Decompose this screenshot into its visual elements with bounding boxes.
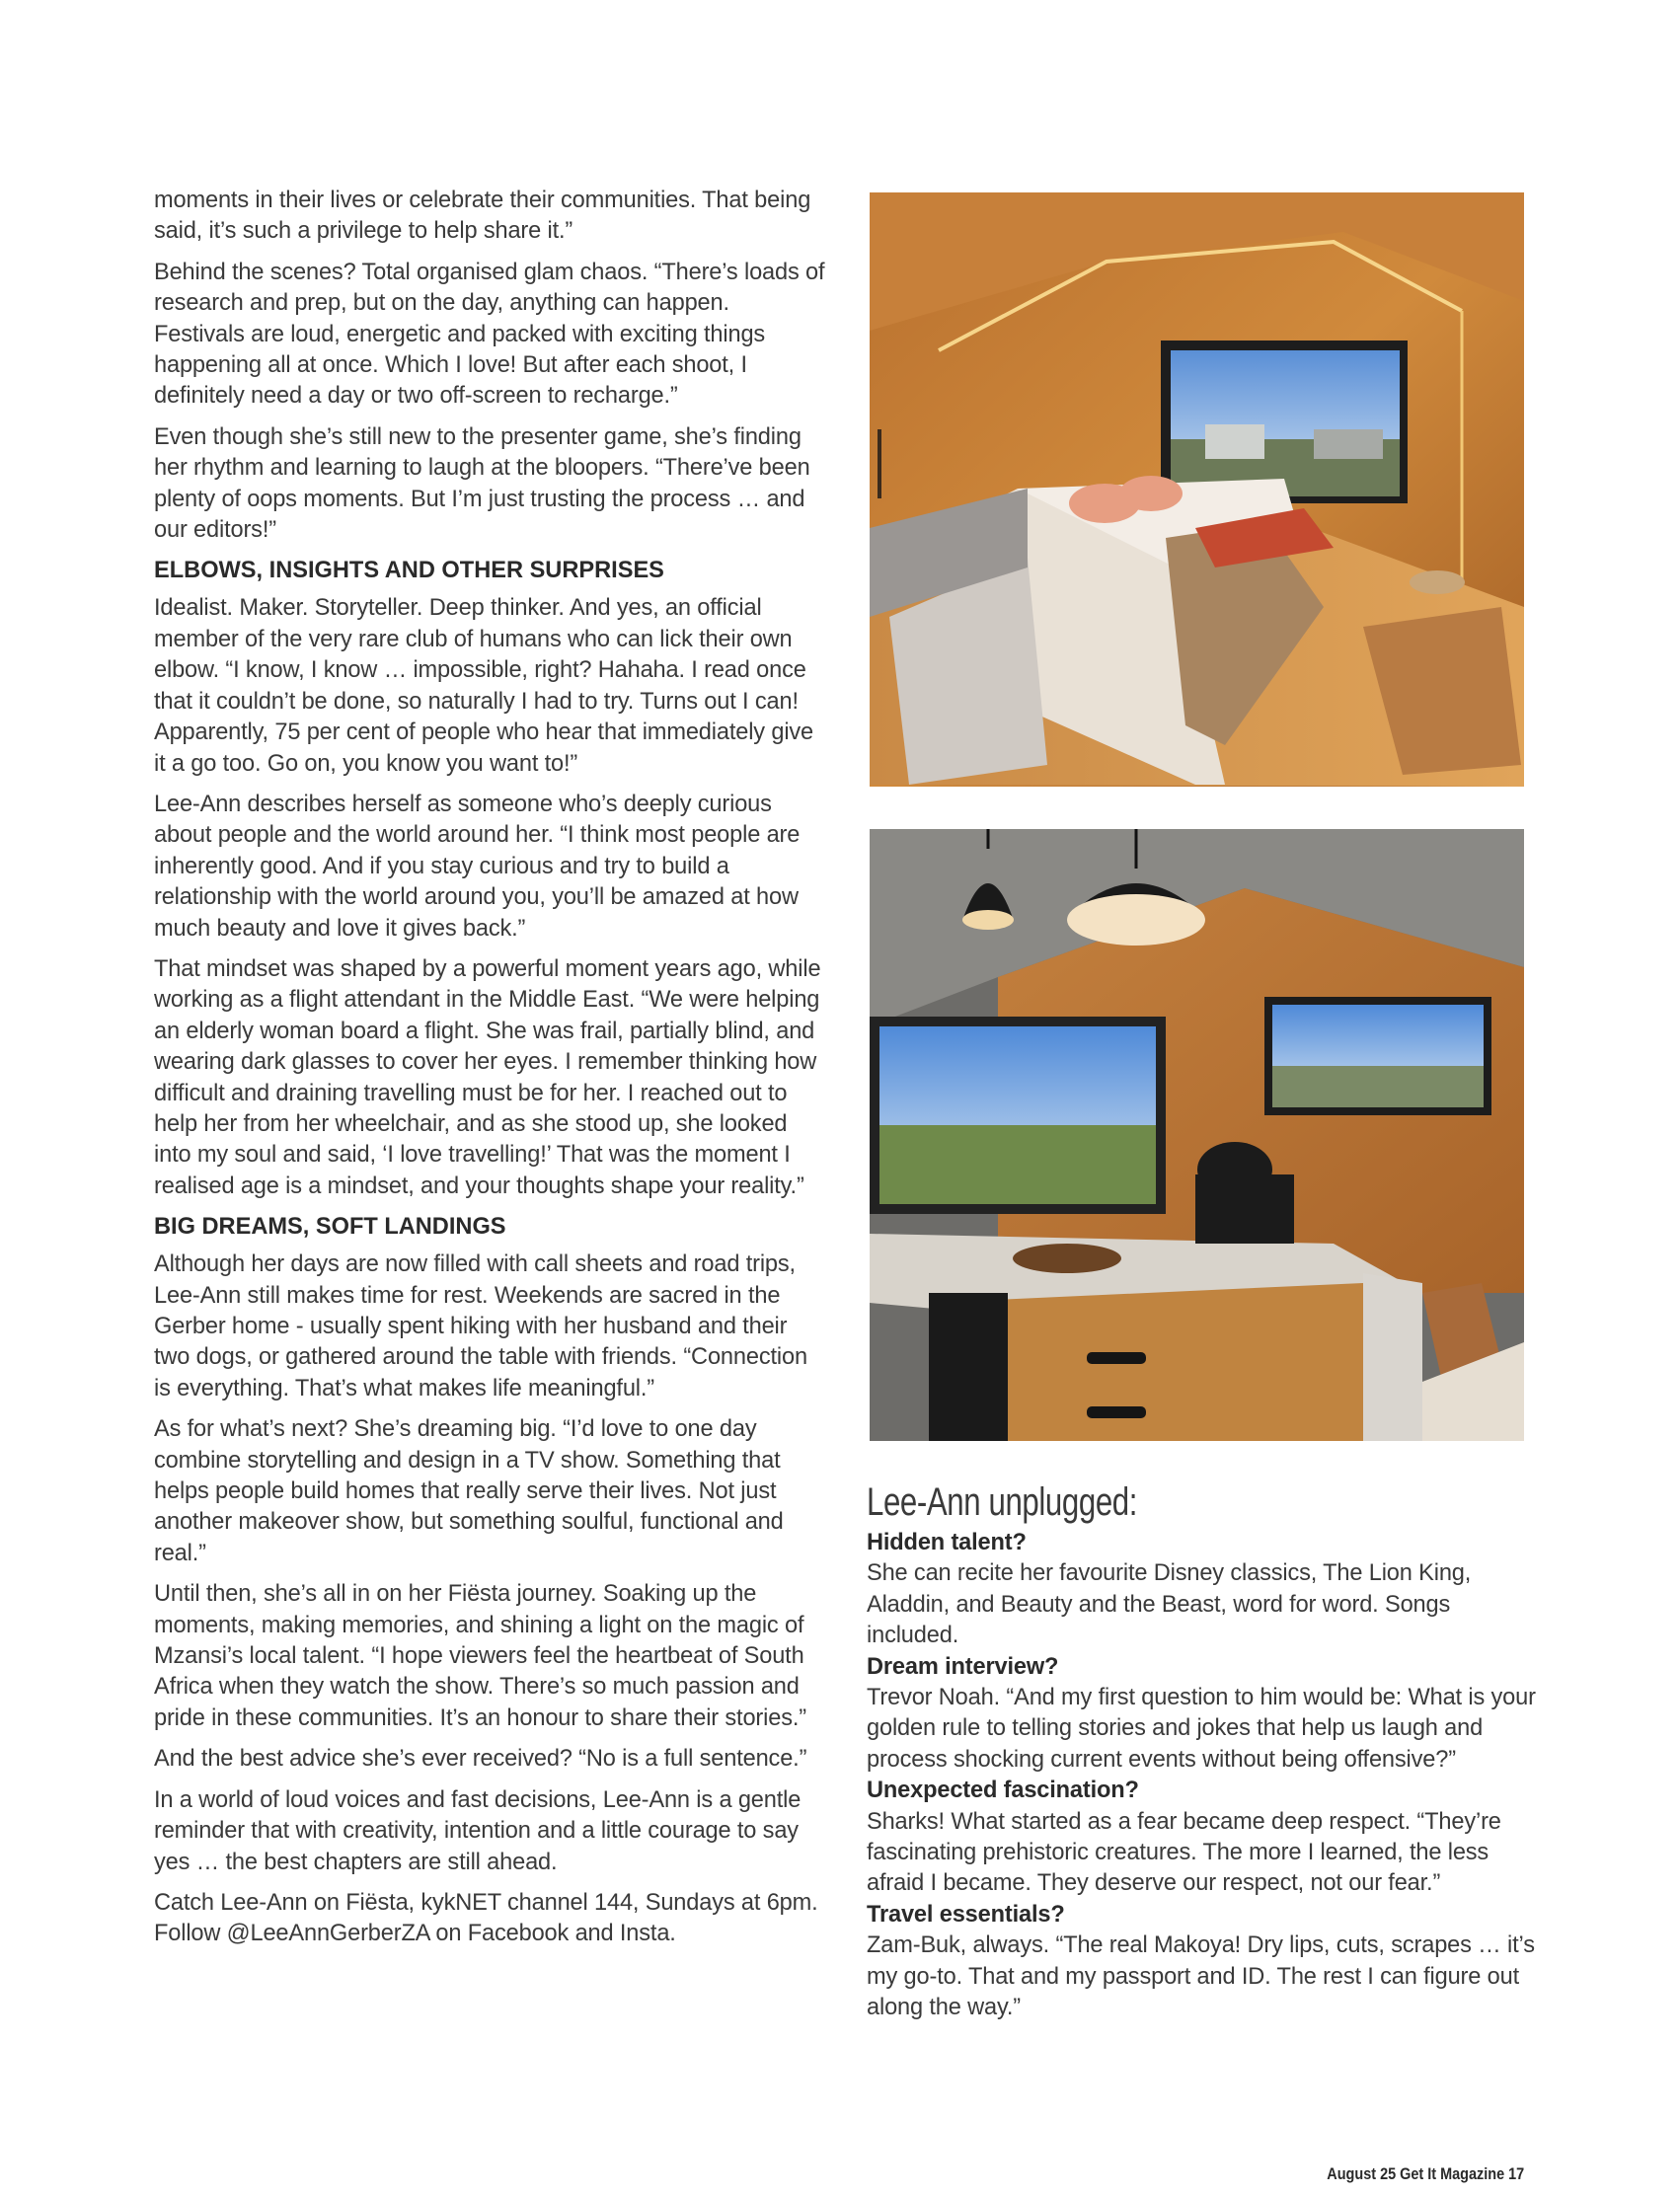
article-paragraph: Idealist. Maker. Storyteller. Deep thinker. And yes, an official member of the very rare club of humans who can lick their own elbow. “I know, I know … impossible, right? Hahaha. I read once that it couldn’t be done, so naturally I had to try. Turns out I can! Apparently, 75 per cent of people who hear that immediately give it a go too. Go on, you know you want to!”	[154, 595, 814, 777]
article-paragraph: Even though she’s still new to the presenter game, she’s finding her rhythm and learning to laugh at the bloopers. “There’ve been plenty of oops moments. But I’m just trusting the process … and our editors!”	[154, 423, 810, 544]
sidebar-answer: Trevor Noah. “And my first question to him would be: What is your golden rule to telling stories and jokes that help us laugh and process shocking current events without being offensive?”	[867, 1685, 1536, 1773]
section-heading: BIG DREAMS, SOFT LANDINGS	[154, 1214, 506, 1241]
sidebar-question: Hidden talent?	[867, 1530, 1027, 1555]
sidebar-question: Dream interview?	[867, 1653, 1059, 1680]
article-paragraph: Until then, she’s all in on her Fiësta journey. Soaking up the moments, making memories, and shining a light on the magic of Mzansi’s local talent. “I hope viewers feel the heartbeat of South Africa when they watch the show. There’s so much passion and pride in these communities. It’s an honour to share their stories.”	[154, 1581, 806, 1731]
article-paragraph: As for what’s next? She’s dreaming big. “I’d love to one day combine storytelling and design in a TV show. Something that helps people build homes that really serve their lives. Not just another makeover show, but something soulful, functional and real.”	[154, 1416, 784, 1566]
article-paragraph: Catch Lee-Ann on Fiësta, kykNET channel 144, Sundays at 6pm. Follow @LeeAnnGerberZA on Facebook and Insta.	[154, 1889, 818, 1947]
article-paragraph: And the best advice she’s ever received? “No is a full sentence.”	[154, 1746, 807, 1773]
sidebar-question: Travel essentials?	[867, 1901, 1065, 1928]
article-paragraph: Behind the scenes? Total organised glam chaos. “There’s loads of research and prep, but on the day, anything can happen. Festivals are loud, energetic and packed with exciting things happening all at once. Which I love! But after each shoot, I definitely need a day or two off-screen to recharge.”	[154, 259, 825, 410]
article-paragraph: Lee-Ann describes herself as someone who’s deeply curious about people and the world around her. “I think most people are inherently good. And if you stay curious and try to build a relationship with the world around you, you’ll be amazed at how much beauty and love it gives back.”	[154, 791, 801, 942]
section-heading: ELBOWS, INSIGHTS AND OTHER SURPRISES	[154, 558, 664, 584]
article-paragraph: Although her days are now filled with call sheets and road trips, Lee-Ann still makes time for rest. Weekends are sacred in the Gerber home - usually spent hiking with her husband and their two dogs, or gathered around the table with friends. “Connection is everything. That’s what makes life meaningful.”	[154, 1251, 807, 1401]
sidebar-question: Unexpected fascination?	[867, 1778, 1139, 1804]
page-footer: August 25 Get It Magazine 17	[1327, 2164, 1524, 2183]
article-paragraph: In a world of loud voices and fast decisions, Lee-Ann is a gentle reminder that with creativity, intention and a little courage to say yes … the best chapters are still ahead.	[154, 1786, 802, 1875]
sidebar-answer: She can recite her favourite Disney classics, The Lion King, Aladdin, and Beauty and the Beast, word for word. Songs included.	[867, 1560, 1472, 1649]
sidebar-title: Lee-Ann unplugged:	[867, 1480, 1138, 1524]
article-paragraph: moments in their lives or celebrate their communities. That being said, it’s such a privilege to help share it.”	[154, 188, 811, 245]
article-paragraph: That mindset was shaped by a powerful moment years ago, while working as a flight attendant in the Middle East. “We were helping an elderly woman board a flight. She was frail, partially blind, and wearing dark glasses to cover her eyes. I remember thinking how difficult and draining travelling must be for her. I reached out to help her from her wheelchair, and as she stood up, she looked into my soul and said, ‘I love travelling!’ That was the moment I realised age is a mindset, and your thoughts shape your reality.”	[154, 955, 821, 1199]
sidebar-answer: Sharks! What started as a fear became deep respect. “They’re fascinating prehistoric creatures. The more I learned, the less afraid I became. They deserve our respect, not our fear.”	[867, 1808, 1501, 1897]
sidebar-answer: Zam-Buk, always. “The real Makoya! Dry lips, cuts, scrapes … it’s my go-to. That and my passport and ID. The rest I can figure out along the way.”	[867, 1932, 1535, 2021]
article-body	[154, 186, 825, 1960]
kitchen-photo	[870, 829, 1524, 1441]
bedroom-photo	[870, 192, 1524, 787]
sidebar-box	[867, 1480, 1538, 2024]
